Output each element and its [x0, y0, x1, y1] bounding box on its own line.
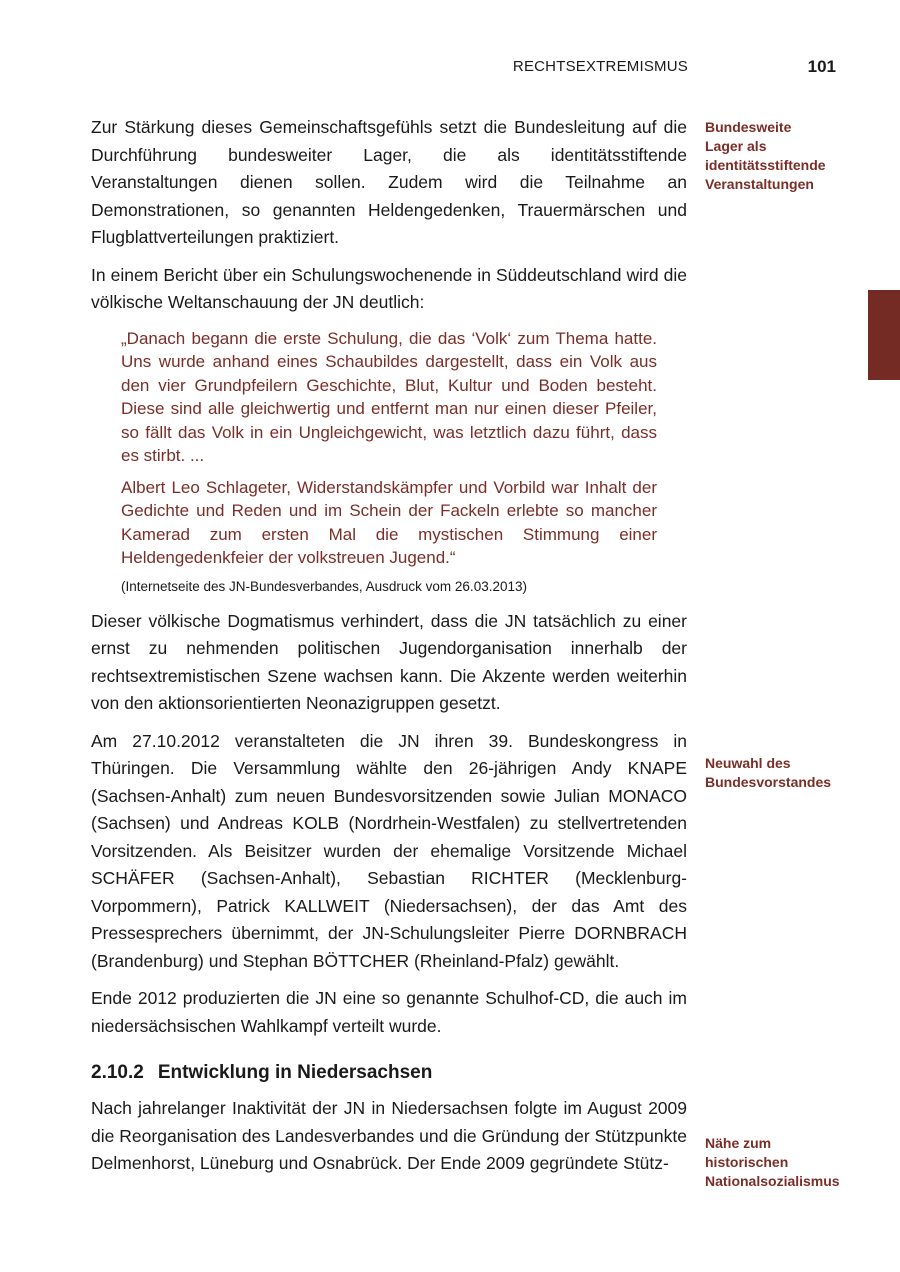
section-title: Entwicklung in Niedersachsen	[157, 1062, 433, 1083]
body-paragraph: Zur Stärkung dieses Gemeinschaftsgefühls setzt die Bundesleitung auf die Durchführung bundesweiter Lager, die als identitätsstiftende Veranstaltungen dienen sollen. Zudem wird die Teilnahme an Demonstrationen, so genannten Heldengedenken, Trauermärschen und Flugblattverteilungen praktiziert.	[91, 117, 687, 247]
margin-note-line: Lager als	[705, 138, 767, 154]
margin-note-line: Veranstaltungen	[705, 176, 814, 192]
body-paragraph: Ende 2012 produzierten die JN eine so genannte Schulhof-CD, die auch im niedersächsischen Wahlkampf verteilt wurde.	[91, 988, 687, 1036]
margin-note-line: Nähe zum	[705, 1135, 772, 1151]
margin-note-neuwahl	[705, 754, 855, 792]
quote-source: (Internetseite des JN-Bundesverbandes, Ausdruck vom 26.03.2013)	[121, 578, 527, 594]
margin-note-line: Bundesweite	[705, 119, 792, 135]
body-paragraph: Nach jahrelanger Inaktivität der JN in Niedersachsen folgte im August 2009 die Reorganisation des Landesverbandes und die Gründung der Stützpunkte Delmenhorst, Lüneburg und Osnabrück. Der Ende 2009 gegründete Stütz-	[91, 1098, 687, 1173]
chapter-thumb-tab	[868, 290, 900, 380]
section-number: 2.10.2	[91, 1062, 144, 1083]
body-paragraph: Dieser völkische Dogmatismus verhindert, dass die JN tatsächlich zu einer ernst zu nehmenden politischen Jugendorganisation innerhalb der rechtsextremistischen Szene wachsen kann. Die Akzente werden weiterhin von den aktionsorientierten Neonazigruppen gesetzt.	[91, 610, 687, 713]
margin-note-lager	[705, 118, 855, 194]
margin-note-line: Neuwahl des	[705, 755, 791, 771]
body-paragraph: In einem Bericht über ein Schulungswochenende in Süddeutschland wird die völkische Weltanschauung der JN deutlich:	[91, 264, 687, 312]
main-text-column	[91, 114, 687, 1188]
page-number: 101	[807, 57, 836, 76]
margin-note-line: historischen	[705, 1154, 789, 1170]
quote-paragraph: „Danach begann die erste Schulung, die das ‘Volk‘ zum Thema hatte. Uns wurde anhand eines Schaubildes dargestellt, dass ein Volk aus den vier Grundpfeilern Geschichte, Blut, Kultur und Boden besteht. Diese sind alle gleichwertig und entfernt man nur einen dieser Pfeiler, so fällt das Volk in ein Ungleichgewicht, was letztlich dazu führt, dass es stirbt. ...	[121, 328, 657, 465]
block-quote	[121, 327, 657, 596]
section-heading	[91, 1059, 687, 1086]
body-paragraph: Am 27.10.2012 veranstalteten die JN ihren 39. Bundeskongress in Thüringen. Die Versammlung wählte den 26-jährigen Andy KNAPE (Sachsen-Anhalt) zum neuen Bundesvorsitzenden sowie Julian MONACO (Sachsen) und Andreas KOLB (Nordrhein-Westfalen) zu stellvertretenden Vorsitzenden. Als Beisitzer wurden der ehemalige Vorsitzende Michael SCHÄFER (Sachsen-Anhalt), Sebastian RICHTER (Mecklenburg-Vorpommern), Patrick KALLWEIT (Niedersachsen), der das Amt des Pressesprechers übernimmt, der JN-Schulungsleiter Pierre DORNBRACH (Brandenburg) und Stephan BÖTTCHER (Rheinland-Pfalz) gewählt.	[91, 730, 687, 971]
quote-paragraph: Albert Leo Schlageter, Widerstandskämpfer und Vorbild war Inhalt der Gedichte und Reden und im Schein der Fackeln erlebte so mancher Kamerad zum ersten Mal die mystischen Stimmung einer Heldengedenkfeier der volkstreuen Jugend.“	[121, 477, 657, 567]
margin-note-line: Bundesvorstandes	[705, 774, 832, 790]
margin-note-naehe	[705, 1134, 855, 1191]
margin-note-line: Nationalsozialismus	[705, 1173, 840, 1189]
margin-note-line: identitätsstiftende	[705, 157, 826, 173]
running-head: RECHTSEXTREMISMUS	[512, 58, 688, 75]
